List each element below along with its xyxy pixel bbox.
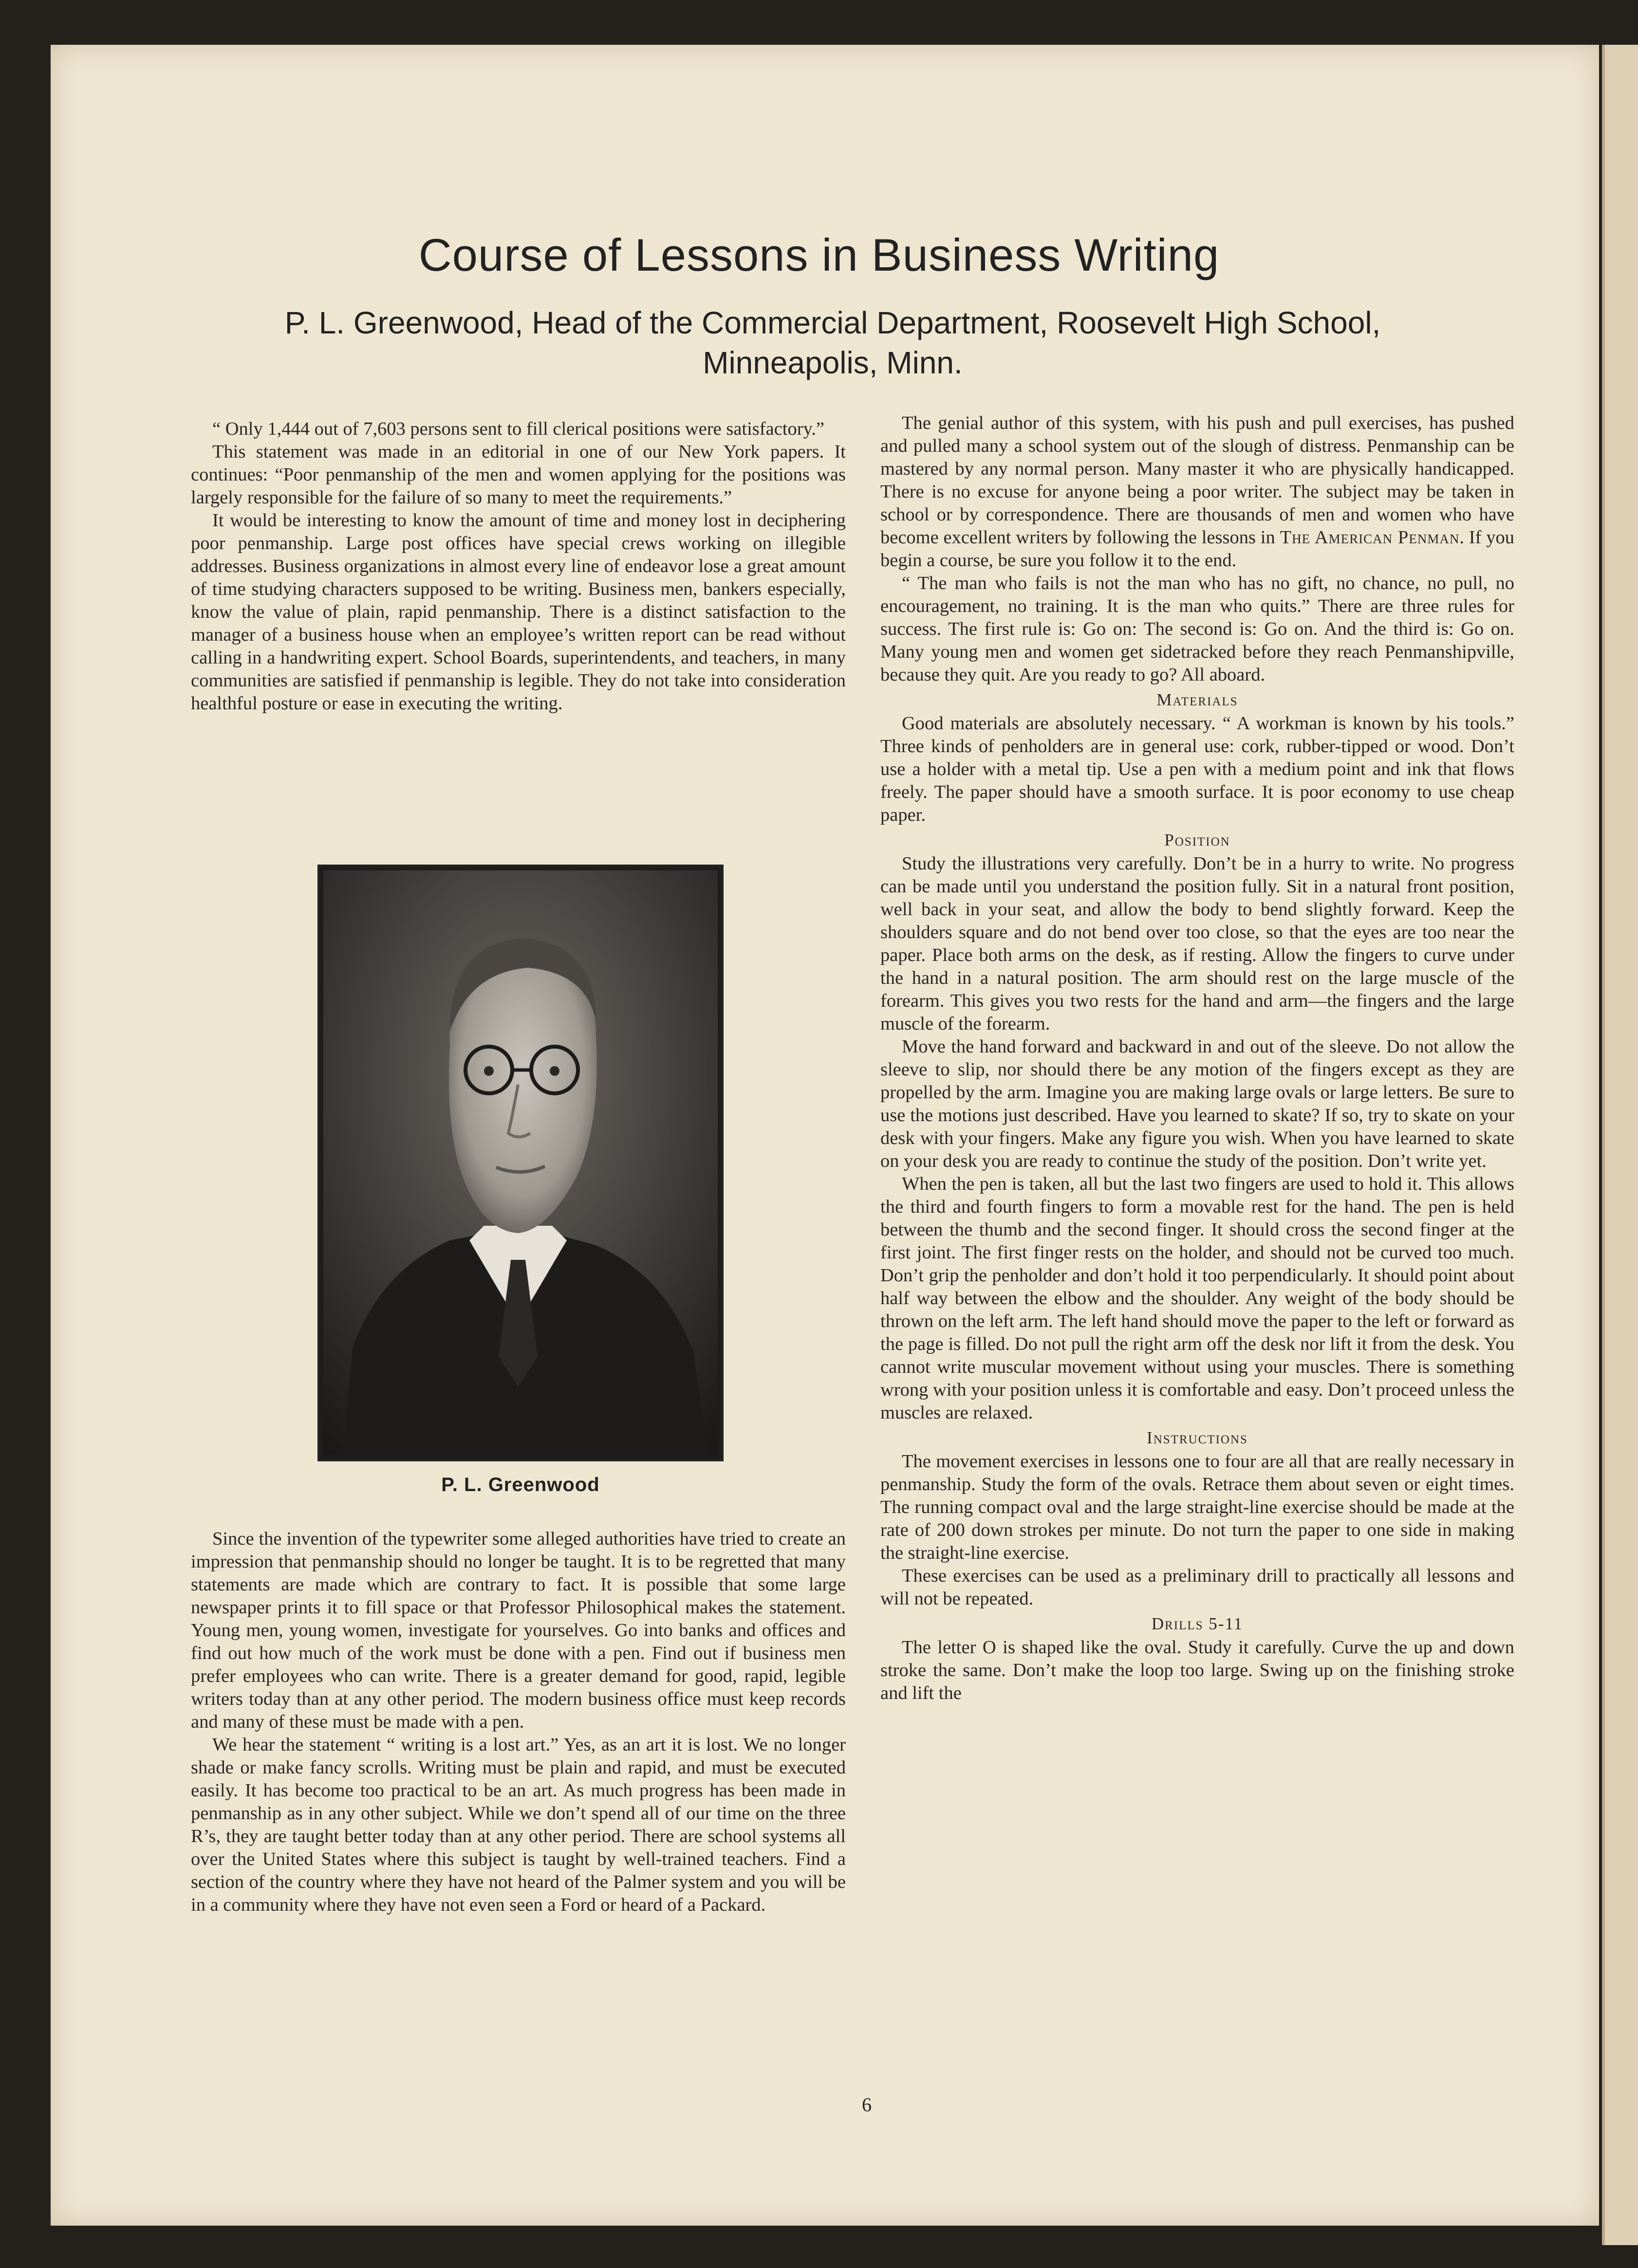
left-column-bottom bbox=[191, 1528, 846, 1917]
article-byline: P. L. Greenwood, Head of the Commercial Department, Roosevelt High School, Minneapolis, Minn. bbox=[284, 305, 1381, 380]
section-heading-position: Position bbox=[1164, 830, 1230, 849]
page-number: 6 bbox=[862, 2094, 872, 2116]
article-title: Course of Lessons in Business Writing bbox=[418, 229, 1220, 280]
section-heading-materials: Materials bbox=[1156, 690, 1238, 709]
left-column-top bbox=[191, 418, 846, 715]
paragraph: It would be interesting to know the amount of time and money lost in deciphering poor penmanship. Large post offices have special crews working on illegible addresses. Business organizations in almost every line of endeavor lose a great amount of time studying characters supposed to be writing. Business men, bankers especially, know the value of plain, rapid penmanship. There is a distinct satisfaction to the manager of a business house when an employee’s written report can be read without calling in a handwriting expert. School Boards, superintendents, and teachers, in many communities are satisfied if penmanship is legible. They do not take into consideration healthful posture or ease in executing the writing. bbox=[191, 510, 846, 714]
paragraph bbox=[880, 412, 1514, 572]
paragraph: Study the illustrations very carefully. Don’t be in a hurry to write. No progress can be made until you understand the position fully. Sit in a natural front position, well back in your seat, and allow the body to bend slightly forward. Keep the shoulders square and do not bend over too close, so that the eyes are too near the paper. Place both arms on the desk, as if resting. Allow the fingers to curve under the hand in a natural position. The arm should rest on the large muscle of the forearm. This gives you two rests for the hand and arm—the fingers and the large muscle of the forearm. bbox=[880, 853, 1514, 1034]
paragraph: Since the invention of the typewriter some alleged authorities have tried to create an impression that penmanship should no longer be taught. It is to be regretted that many statements are made which are contrary to fact. It is possible that some large newspaper prints it to fill space or that Professor Philosophical makes the statement. Young men, young women, investigate for yourselves. Go into banks and offices and find out how much of the work must be done with a pen. Find out if business men prefer employees who can write. There is a greater demand for good, rapid, legible writers today than at any other period. The modern business office must keep records and many of these must be made with a pen. bbox=[191, 1529, 846, 1732]
photo-caption: P. L. Greenwood bbox=[441, 1474, 600, 1495]
paragraph: The movement exercises in lessons one to four are all that are really necessary in penmanship. Study the form of the ovals. Retrace them about seven or eight times. The running compact oval and the large straight-line exercise should be made at the rate of 200 down strokes per minute. Do not turn the paper to one side in making the straight-line exercise. bbox=[880, 1451, 1514, 1563]
section-heading-drills: Drills 5-11 bbox=[1151, 1614, 1244, 1633]
magazine-name: The American Penman bbox=[1280, 527, 1460, 548]
paragraph: Good materials are absolutely necessary. “ A workman is known by his tools.” Three kinds of penholders are in general use: cork, rubber-tipped or wood. Don’t use a holder with a metal tip. Use a pen with a medium point and ink that flows freely. The paper should have a smooth surface. It is poor economy to use cheap paper. bbox=[880, 713, 1514, 825]
paragraph: The letter O is shaped like the oval. Study it carefully. Curve the up and down stroke the same. Don’t make the loop too large. Swing up on the finishing stroke and lift the bbox=[880, 1637, 1514, 1703]
section-heading-instructions: Instructions bbox=[1147, 1428, 1248, 1447]
portrait-photo bbox=[317, 865, 724, 1461]
text-run: . If you begin a course, be sure you follow it to the end. bbox=[880, 527, 1514, 571]
text-run: The genial author of this system, with his push and pull exercises, has pushed and pulled many a school system out of the slough of distress. Penmanship can be mastered by any normal person. Many master it who are physically handicapped. There is no excuse for anyone being a poor writer. The subject may be taken in school or by correspondence. There are thousands of men and women who have become excellent writers by following the lessons in bbox=[880, 413, 1514, 548]
right-column bbox=[880, 412, 1514, 1705]
paragraph: “ The man who fails is not the man who has no gift, no chance, no pull, no encouragement, no training. It is the man who quits.” There are three rules for success. The first rule is: Go on: The second is: Go on. And the third is: Go on. Many young men and women get sidetracked before they reach Penmanshipville, because they quit. Are you ready to go? All aboard. bbox=[880, 573, 1514, 685]
paragraph: When the pen is taken, all but the last two fingers are used to hold it. This allows the third and fourth fingers to form a movable rest for the hand. The pen is held between the thumb and the second finger. It should cross the second finger at the first joint. The first finger rests on the holder, and should not be curved too much. Don’t grip the penholder and don’t hold it too perpendicularly. It should point about half way between the elbow and the shoulder. Any weight of the body should be thrown on the left arm. The left hand should move the paper to the left or forward as the page is filled. Do not pull the right arm off the desk nor lift it from the desk. You cannot write muscular movement without using your muscles. There is something wrong with your position unless it is comfortable and easy. Don’t proceed unless the muscles are relaxed. bbox=[880, 1174, 1514, 1423]
paragraph: These exercises can be used as a preliminary drill to practically all lessons and will not be repeated. bbox=[880, 1566, 1514, 1609]
portrait-image bbox=[323, 870, 718, 1456]
paragraph: This statement was made in an editorial in one of our New York papers. It continues: “Poor penmanship of the men and women applying for the positions was largely responsible for the failure of so many to meet the requirements.” bbox=[191, 442, 846, 508]
paragraph: “ Only 1,444 out of 7,603 persons sent to fill clerical positions were satisfactory.” bbox=[212, 419, 825, 439]
paragraph: Move the hand forward and backward in and out of the sleeve. Do not allow the sleeve to slip, nor should there be any motion of the fingers except as they are propelled by the arm. Imagine you are making large ovals or large letters. Be sure to use the motions just described. Have you learned to skate? If so, try to skate on your desk with your fingers. Make any figure you wish. When you have learned to skate on your desk you are ready to continue the study of the position. Don’t write yet. bbox=[880, 1036, 1514, 1171]
paragraph: We hear the statement “ writing is a lost art.” Yes, as an art it is lost. We no longer shade or make fancy scrolls. Writing must be plain and rapid, and must be executed easily. It has become too practical to be an art. As much progress has been made in penmanship as in any other subject. While we don’t spend all of our time on the three R’s, they are taught better today than at any other period. There are school systems all over the United States where this subject is taught by well-trained teachers. Find a section of the country where they have not heard of the Palmer system and you will be in a community where they have not even seen a Ford or heard of a Packard. bbox=[191, 1734, 846, 1915]
adjacent-page-edge bbox=[1602, 45, 1638, 2245]
